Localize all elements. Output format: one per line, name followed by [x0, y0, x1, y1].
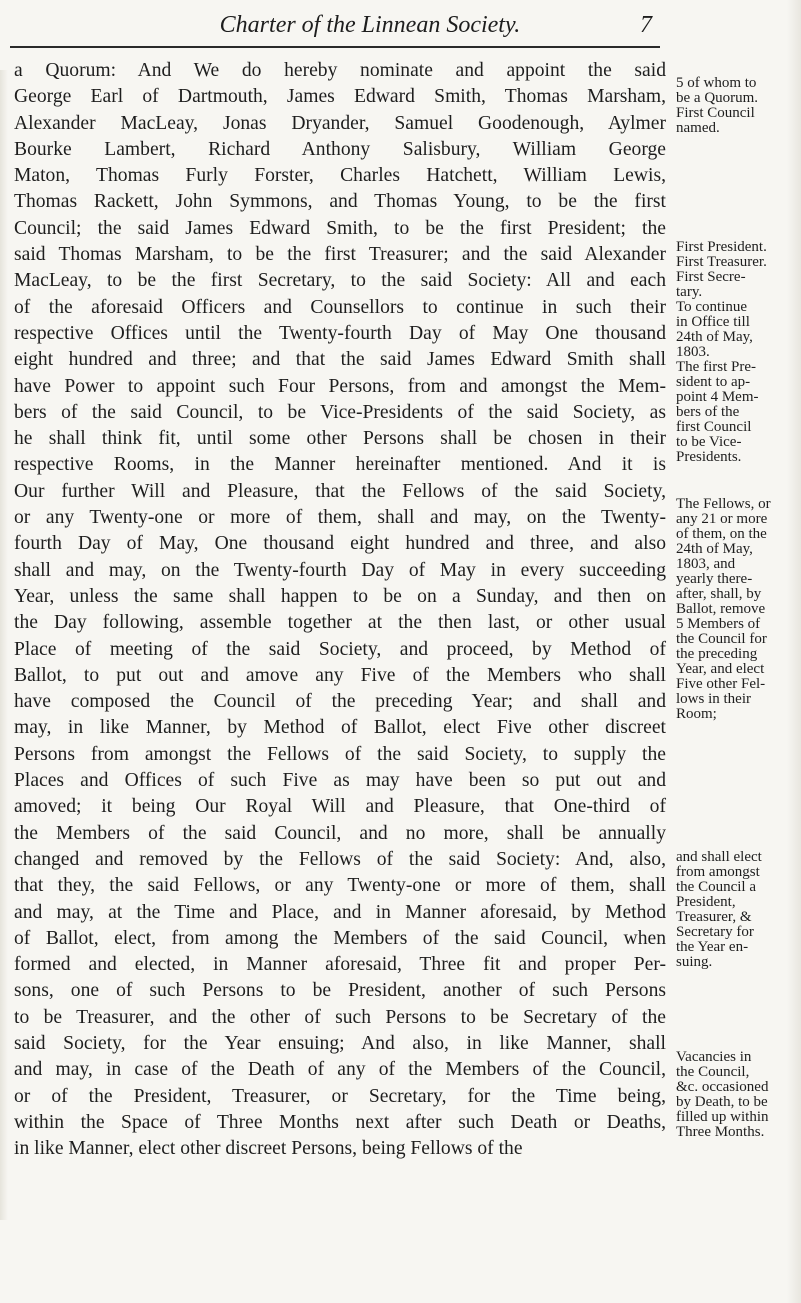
- page-number: 7: [640, 12, 652, 38]
- body-line: of the aforesaid Officers and Counsellors to continue in such their: [14, 296, 666, 318]
- body-line: amoved; it being Our Royal Will and Pleasure, that One-third of: [14, 796, 666, 818]
- marginal-note-line: 24th of May,: [676, 541, 753, 557]
- body-line: to be Treasurer, and the other of such Persons to be Secretary of the: [14, 1006, 666, 1028]
- marginal-note-line: To continue: [676, 299, 748, 315]
- marginal-note-line: filled up within: [676, 1109, 769, 1125]
- body-line: MacLeay, to be the first Secretary, to the said Society: All and each: [14, 270, 666, 292]
- marginal-note-line: President,: [676, 894, 736, 910]
- marginal-note-line: the Council for: [676, 631, 767, 647]
- body-line: Our further Will and Pleasure, that the Fellows of the said Society,: [14, 480, 666, 502]
- marginal-note-line: bers of the: [676, 404, 740, 420]
- body-line: said Thomas Marsham, to be the first Treasurer; and the said Alexander: [14, 244, 666, 266]
- body-line: fourth Day of May, One thousand eight hundred and three, and also: [14, 533, 666, 555]
- body-line: may, in like Manner, by Method of Ballot, elect Five other discreet: [14, 717, 666, 739]
- body-line: bers of the said Council, to be Vice-Presidents of the said Society, as: [14, 401, 666, 423]
- marginal-note-line: named.: [676, 120, 720, 136]
- body-line: Year, unless the same shall happen to be on a Sunday, and then on: [14, 585, 666, 607]
- marginal-note-line: the Council,: [676, 1064, 750, 1080]
- header-rule: [10, 46, 660, 48]
- marginal-note-line: Room;: [676, 706, 717, 722]
- marginal-note-officer-election: [676, 850, 788, 970]
- marginal-note-vacancies: [676, 1050, 788, 1140]
- marginal-note-line: by Death, to be: [676, 1094, 768, 1110]
- marginal-note-line: of them, on the: [676, 526, 767, 542]
- marginal-note-line: &c. occasioned: [676, 1079, 769, 1095]
- marginal-note-first-officers: [676, 240, 788, 465]
- marginal-note-line: lows in their: [676, 691, 751, 707]
- body-line: Alexander MacLeay, Jonas Dryander, Samuel Goodenough, Aylmer: [14, 112, 666, 134]
- body-line: formed and elected, in Manner aforesaid, Three fit and proper Per-: [14, 954, 666, 976]
- body-line: Maton, Thomas Furly Forster, Charles Hatchett, William Lewis,: [14, 165, 666, 187]
- marginal-note-line: First President.: [676, 239, 767, 255]
- body-line: a Quorum: And We do hereby nominate and appoint the said: [14, 60, 666, 81]
- body-text: [14, 58, 666, 1162]
- body-line: the Members of the said Council, and no more, shall be annually: [14, 822, 666, 844]
- marginal-note-line: to be Vice-: [676, 434, 742, 450]
- marginal-note-line: First Council: [676, 105, 755, 121]
- body-line: respective Offices until the Twenty-fourth Day of May One thousand: [14, 322, 666, 344]
- marginal-note-line: tary.: [676, 284, 703, 300]
- body-line: within the Space of Three Months next after such Death or Deaths,: [14, 1111, 666, 1133]
- marginal-note-line: Treasurer, &: [676, 909, 752, 925]
- marginal-note-line: First Treasurer.: [676, 254, 767, 270]
- page-gutter-shadow: [0, 70, 8, 1220]
- body-line: in like Manner, elect other discreet Persons, being Fellows of the: [14, 1138, 523, 1160]
- body-line: changed and removed by the Fellows of the said Society: And, also,: [14, 848, 666, 870]
- marginal-note-line: yearly there-: [676, 571, 753, 587]
- body-line: or of the President, Treasurer, or Secretary, for the Time being,: [14, 1085, 666, 1107]
- marginal-note-line: 1803, and: [676, 556, 736, 572]
- body-line: Persons from amongst the Fellows of the said Society, to supply the: [14, 743, 666, 765]
- marginal-note-line: the Council a: [676, 879, 756, 895]
- body-line: said Society, for the Year ensuing; And also, in like Manner, shall: [14, 1032, 666, 1054]
- marginal-note-line: and shall elect: [676, 849, 762, 865]
- marginal-note-line: from amongst: [676, 864, 760, 880]
- body-line: that they, the said Fellows, or any Twenty-one or more of them, shall: [14, 875, 666, 897]
- body-line: have Power to appoint such Four Persons, from and amongst the Mem-: [14, 375, 666, 397]
- marginal-note-line: Ballot, remove: [676, 601, 766, 617]
- marginal-note-line: sident to ap-: [676, 374, 751, 390]
- marginal-note-line: Five other Fel-: [676, 676, 766, 692]
- body-line: or any Twenty-one or more of them, shall and may, on the Twenty-: [14, 507, 666, 529]
- marginal-note-line: after, shall, by: [676, 586, 762, 602]
- running-head: [0, 12, 801, 46]
- marginal-note-quorum: [676, 76, 788, 136]
- body-line: and may, at the Time and Place, and in Manner aforesaid, by Method: [14, 901, 666, 923]
- marginal-note-line: Secretary for: [676, 924, 754, 940]
- body-line: respective Rooms, in the Manner hereinafter mentioned. And it is: [14, 454, 666, 476]
- body-line: George Earl of Dartmouth, James Edward Smith, Thomas Marsham,: [14, 86, 666, 108]
- marginal-note-line: 1803.: [676, 344, 710, 360]
- running-title: Charter of the Linnean Society.: [219, 12, 521, 38]
- body-line: of Ballot, elect, from among the Members of the said Council, when: [14, 927, 666, 949]
- body-line: Ballot, to put out and amove any Five of the Members who shall: [14, 664, 666, 686]
- marginal-note-line: in Office till: [676, 314, 750, 330]
- body-line: and may, in case of the Death of any of the Members of the Council,: [14, 1059, 666, 1081]
- marginal-note-annual-election: [676, 497, 788, 722]
- marginal-note-line: first Council: [676, 419, 752, 435]
- marginal-note-line: First Secre-: [676, 269, 746, 285]
- marginal-note-line: The Fellows, or: [676, 496, 771, 512]
- marginal-note-line: 5 of whom to: [676, 75, 757, 91]
- body-line: Thomas Rackett, John Symmons, and Thomas Young, to be the first: [14, 191, 666, 213]
- marginal-note-line: The first Pre-: [676, 359, 756, 375]
- marginal-note-line: point 4 Mem-: [676, 389, 759, 405]
- body-line: sons, one of such Persons to be President, another of such Persons: [14, 980, 666, 1002]
- body-line: have composed the Council of the preceding Year; and shall and: [14, 691, 666, 713]
- body-line: Place of meeting of the said Society, and proceed, by Method of: [14, 638, 666, 660]
- marginal-note-line: Three Months.: [676, 1124, 765, 1140]
- marginal-note-line: be a Quorum.: [676, 90, 759, 106]
- marginal-note-line: the preceding: [676, 646, 758, 662]
- body-line: shall and may, on the Twenty-fourth Day of May in every succeeding: [14, 559, 666, 581]
- body-line: the Day following, assemble together at the then last, or other usual: [14, 612, 666, 634]
- marginal-note-line: 24th of May,: [676, 329, 753, 345]
- marginal-note-line: any 21 or more: [676, 511, 768, 527]
- marginal-note-line: Year, and elect: [676, 661, 765, 677]
- body-line: Places and Offices of such Five as may have been so put out and: [14, 770, 666, 792]
- body-line: Bourke Lambert, Richard Anthony Salisbury, William George: [14, 138, 666, 160]
- marginal-note-line: Vacancies in: [676, 1049, 752, 1065]
- marginal-note-line: the Year en-: [676, 939, 749, 955]
- body-line: he shall think fit, until some other Persons shall be chosen in their: [14, 428, 666, 450]
- page-edge-shadow: [787, 0, 801, 1303]
- marginal-note-line: Presidents.: [676, 449, 742, 465]
- body-line: Council; the said James Edward Smith, to be the first President; the: [14, 217, 666, 239]
- body-line: eight hundred and three; and that the said James Edward Smith shall: [14, 349, 666, 371]
- marginal-note-line: suing.: [676, 954, 713, 970]
- marginal-note-line: 5 Members of: [676, 616, 761, 632]
